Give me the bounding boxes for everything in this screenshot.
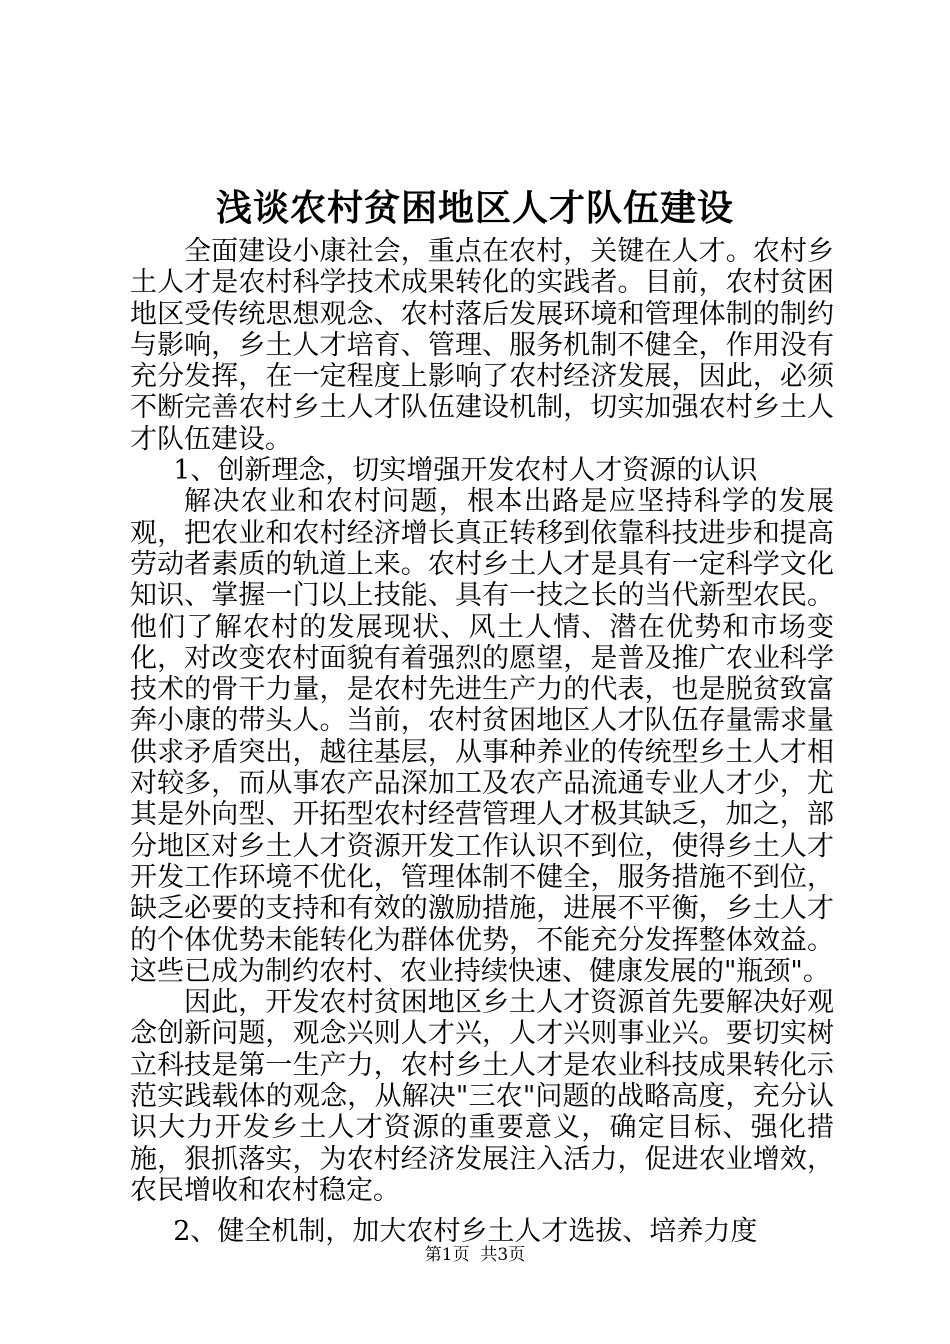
paragraph-section1-body: 解决农业和农村问题，根本出路是应坚持科学的发展观，把农业和农村经济增长真正转移到依靠科技进步和提高劳动者素质的轨道上来。农村乡土人才是具有一定科学文化知识、掌握一门以上技能、具有一技之长的当代新型农民。他们了解农村的发展现状、风土人情、潜在优势和市场变化，对改变农村面貌有着强烈的愿望，是普及推广农业科学技术的骨干力量，是农村先进生产力的代表，也是脱贫致富奔小康的带头人。当前，农村贫困地区人才队伍存量需求量供求矛盾突出，越往基层，从事种养业的传统型乡土人才相对较多，而从事农产品深加工及农产品流通专业人才少，尤其是外向型、开拓型农村经营管理人才极其缺乏，加之，部分地区对乡土人才资源开发工作认识不到位，使得乡土人才开发工作环境不优化，管理体制不健全，服务措施不到位，缺乏必要的支持和有效的激励措施，进展不平衡，乡土人才的个体优势未能转化为群体优势，不能充分发挥整体效益。这些已成为制约农村、农业持续快速、健康发展的"瓶颈"。 — [130, 486, 834, 987]
document-title: 浅谈农村贫困地区人才队伍建设 — [215, 187, 734, 229]
paragraph-intro: 全面建设小康社会，重点在农村，关键在人才。农村乡土人才是农村科学技术成果转化的实践者。目前，农村贫困地区受传统思想观念、农村落后发展环境和管理体制的制约与影响，乡土人才培育、管理、服务机制不健全，作用没有充分发挥，在一定程度上影响了农村经济发展，因此，必须不断完善农村乡土人才队伍建设机制，切实加强农村乡土人才队伍建设。 — [130, 236, 834, 455]
paragraph-section1-conclusion: 因此，开发农村贫困地区乡土人才资源首先要解决好观念创新问题，观念兴则人才兴，人才兴则事业兴。要切实树立科技是第一生产力，农村乡土人才是农业科技成果转化示范实践载体的观念，从解决"三农"问题的战略高度，充分认识大力开发乡土人才资源的重要意义，确定目标、强化措施，狠抓落实，为农村经济发展注入活力，促进农业增效，农民增收和农村稳定。 — [130, 987, 834, 1206]
document-body — [130, 236, 834, 1248]
section-heading-2: 2、健全机制，加大农村乡土人才选拔、培养力度 — [173, 1216, 758, 1248]
page-footer: 第1页 共3页 — [424, 1245, 526, 1265]
section-heading-1: 1、创新理念，切实增强开发农村人才资源的认识 — [173, 455, 758, 487]
